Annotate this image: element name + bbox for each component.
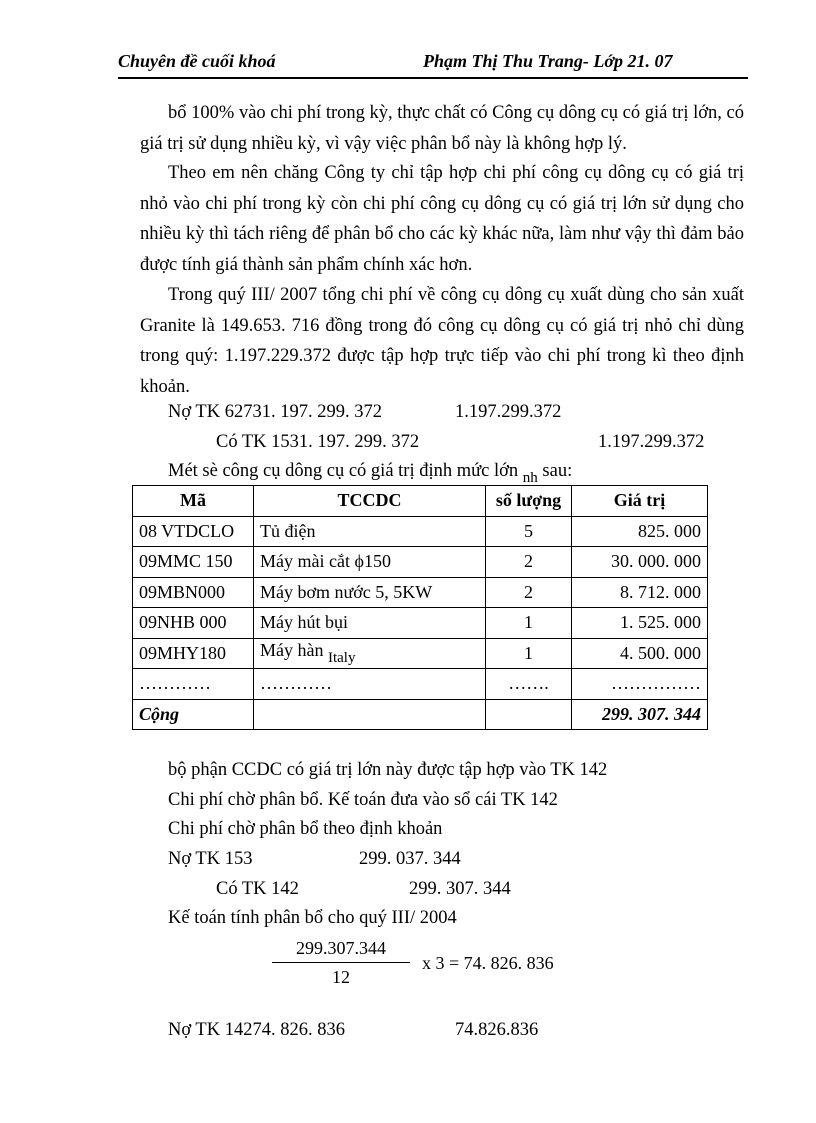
entry2-debit-amount: 299. 037. 344 — [359, 849, 461, 869]
last-debit: Nợ TK 14274. 826. 836 — [168, 1020, 345, 1040]
cell-code: ………… — [133, 669, 254, 700]
after-line-4: Kế toán tính phân bổ cho quý III/ 2004 — [168, 908, 457, 928]
fraction-result: x 3 = 74. 826. 836 — [422, 953, 554, 973]
col-header-value: Giá trị — [572, 486, 708, 517]
header-left: Chuyên đề cuối khoá — [118, 51, 276, 71]
entry2-debit: Nợ TK 153 — [168, 849, 253, 869]
cell-value: 30. 000. 000 — [572, 547, 708, 578]
after-line-3: Chi phí chờ phân bổ theo định khoản — [168, 819, 443, 839]
cell-name: Máy hàn $_{Italy}$ — [254, 638, 486, 669]
table-row — [133, 608, 708, 639]
cell-name: Máy hút bụi — [254, 608, 486, 639]
cell-value: 8. 712. 000 — [572, 577, 708, 608]
after-line-2: Chi phí chờ phân bổ. Kế toán đưa vào sổ cái TK 142 — [168, 790, 558, 810]
table-header-row — [133, 486, 708, 517]
cell-code: 09MBN000 — [133, 577, 254, 608]
fraction-numerator: 299.307.344 — [272, 938, 410, 963]
paragraph-1: bổ 100% vào chi phí trong kỳ, thực chất có Công cụ dông cụ có giá trị lớn, có giá trị sử dụng nhiều kỳ, vì vậy việc phân bổ này là không hợp lý. — [140, 103, 744, 154]
after-line-1: bộ phận CCDC có giá trị lớn này được tập hợp vào TK 142 — [168, 760, 608, 780]
cell-value: 1. 525. 000 — [572, 608, 708, 639]
entry2-credit: Có TK 142 — [216, 879, 299, 899]
table-row — [133, 669, 708, 700]
last-amount: 74.826.836 — [455, 1020, 539, 1040]
paragraph-3: Trong quý III/ 2007 tổng chi phí về công cụ dông cụ xuất dùng cho sản xuất Granite là 149.653. 716 đồng trong đó công cụ dông cụ có giá trị nhỏ chỉ dùng trong quý: 1.197.229.372 được tập hợp trực tiếp vào chi phí trong kì theo định khoản. — [140, 285, 744, 397]
cell-value: 4. 500. 000 — [572, 638, 708, 669]
page-header — [118, 51, 748, 79]
entry1-debit: Nợ TK 62731. 197. 299. 372 — [168, 402, 382, 422]
paragraph-2: Theo em nên chăng Công ty chỉ tập hợp chi phí công cụ dông cụ có giá trị nhỏ vào chi phí trong kỳ còn chi phí công cụ dông cụ có giá trị lớn sử dụng cho nhiều kỳ thì tách riêng để phân bổ cho các kỳ khác nữa, làm như vậy thì đảm bảo được tính giá thành sản phẩm chính xác hơn. — [140, 163, 744, 275]
cell-code: 08 VTDCLO — [133, 516, 254, 547]
fraction — [272, 938, 410, 988]
table-row — [133, 577, 708, 608]
table-row — [133, 547, 708, 578]
table-total-row — [133, 699, 708, 730]
cell-qty: ……. — [486, 669, 572, 700]
cell-value: 825. 000 — [572, 516, 708, 547]
cell-code: 09MHY180 — [133, 638, 254, 669]
col-header-qty: số lượng — [486, 486, 572, 517]
cell-name: Tủ điện — [254, 516, 486, 547]
cell-code: 09NHB 000 — [133, 608, 254, 639]
cell-name: ………… — [254, 669, 486, 700]
col-header-code: Mã — [133, 486, 254, 517]
cell-qty: 2 — [486, 577, 572, 608]
cell-qty: 1 — [486, 638, 572, 669]
header-right: Phạm Thị Thu Trang- Lớp 21. 07 — [423, 51, 673, 71]
cell-qty: 2 — [486, 547, 572, 578]
cell-name: Máy bơm nước 5, 5KW — [254, 577, 486, 608]
total-value: 299. 307. 344 — [572, 699, 708, 730]
table-row — [133, 516, 708, 547]
col-header-name: TCCDC — [254, 486, 486, 517]
cell-value: …………… — [572, 669, 708, 700]
cell-code: 09MMC 150 — [133, 547, 254, 578]
tools-table — [132, 485, 708, 730]
entry2-credit-amount: 299. 307. 344 — [409, 879, 511, 899]
cell-qty: 5 — [486, 516, 572, 547]
entry1-credit: Có TK 1531. 197. 299. 372 — [216, 432, 420, 452]
entry1-debit-amount: 1.197.299.372 — [455, 402, 562, 422]
entry1-credit-amount: 1.197.299.372 — [598, 432, 705, 452]
cell-qty: 1 — [486, 608, 572, 639]
cell-name: Máy mài cắt ϕ150 — [254, 547, 486, 578]
total-label: Cộng — [133, 699, 254, 730]
table-intro: Mét sè công cụ dông cụ có giá trị định mức lớn $_{nh}$ sau: — [168, 461, 573, 486]
fraction-denominator: 12 — [332, 967, 350, 987]
table-row — [133, 638, 708, 669]
